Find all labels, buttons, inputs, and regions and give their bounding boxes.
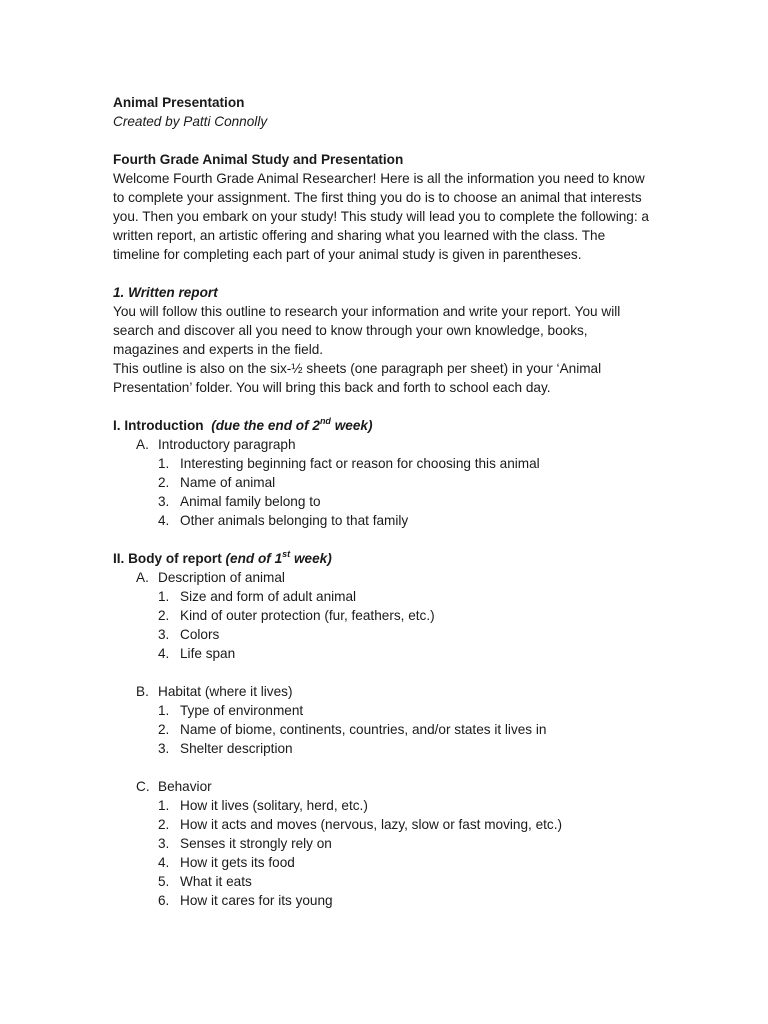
introduction-heading xyxy=(113,416,653,435)
introduction-title: I. Introduction xyxy=(113,418,204,433)
intro-paragraph: Welcome Fourth Grade Animal Researcher! Here is all the information you need to know to complete your assignment. The first thing you do is to choose an animal that interests you. Then you embark on your study! This study will lead you to complete the following: a written report, an artistic offering and sharing what you learned with the class. The timeline for completing each part of your animal study is given in parentheses. xyxy=(113,171,649,262)
written-report-heading: 1. Written report xyxy=(113,285,218,300)
list-item: 2. How it acts and moves (nervous, lazy, slow or fast moving, etc.) xyxy=(158,817,563,832)
doc-subtitle: Fourth Grade Animal Study and Presentation xyxy=(113,152,404,167)
list-item: 1. How it lives (solitary, herd, etc.) xyxy=(158,798,368,813)
intro-subsection-a xyxy=(113,435,653,454)
list-item: 4. How it gets its food xyxy=(158,855,295,870)
document-body xyxy=(113,93,653,910)
body-subsection-c xyxy=(113,777,653,796)
list-item: 3. Senses it strongly rely on xyxy=(158,836,332,851)
list-item: 4. Life span xyxy=(158,646,236,661)
outline-marker: A. xyxy=(136,570,149,585)
outline-marker: B. xyxy=(136,684,149,699)
list-item: 1. Type of environment xyxy=(158,703,304,718)
list-item: 4. Other animals belonging to that family xyxy=(158,513,409,528)
list-item: 2. Name of animal xyxy=(158,475,276,490)
list-item: 3. Animal family belong to xyxy=(158,494,321,509)
list-item: 5. What it eats xyxy=(158,874,252,889)
subsection-label: Introductory paragraph xyxy=(158,437,296,452)
written-report-para1: You will follow this outline to research your information and write your report. You will search and discover all you need to know through your own knowledge, books, magazines and experts in the field. xyxy=(113,304,621,357)
body-title: II. Body of report xyxy=(113,551,222,566)
list-item: 2. Name of biome, continents, countries, and/or states it lives in xyxy=(158,722,547,737)
list-item: 2. Kind of outer protection (fur, feathers, etc.) xyxy=(158,608,435,623)
outline-marker: A. xyxy=(136,437,149,452)
subsection-label: Habitat (where it lives) xyxy=(158,684,293,699)
body-heading xyxy=(113,549,653,568)
list-item: 3. Shelter description xyxy=(158,741,293,756)
list-item: 6. How it cares for its young xyxy=(158,893,333,908)
list-item: 3. Colors xyxy=(158,627,220,642)
list-item: 1. Interesting beginning fact or reason for choosing this animal xyxy=(158,456,540,471)
body-subsection-b xyxy=(113,682,653,701)
written-report-para2: This outline is also on the six-½ sheets (one paragraph per sheet) in your ‘Animal Presentation’ folder. You will bring this back and forth to school each day. xyxy=(113,361,602,395)
body-subsection-a xyxy=(113,568,653,587)
subsection-label: Behavior xyxy=(158,779,212,794)
doc-title: Animal Presentation xyxy=(113,95,245,110)
subsection-label: Description of animal xyxy=(158,570,285,585)
body-due: (end of 1st week) xyxy=(225,549,332,566)
list-item: 1. Size and form of adult animal xyxy=(158,589,357,604)
introduction-due: (due the end of 2nd week) xyxy=(211,416,373,433)
outline-marker: C. xyxy=(136,779,150,794)
doc-byline: Created by Patti Connolly xyxy=(113,114,268,129)
